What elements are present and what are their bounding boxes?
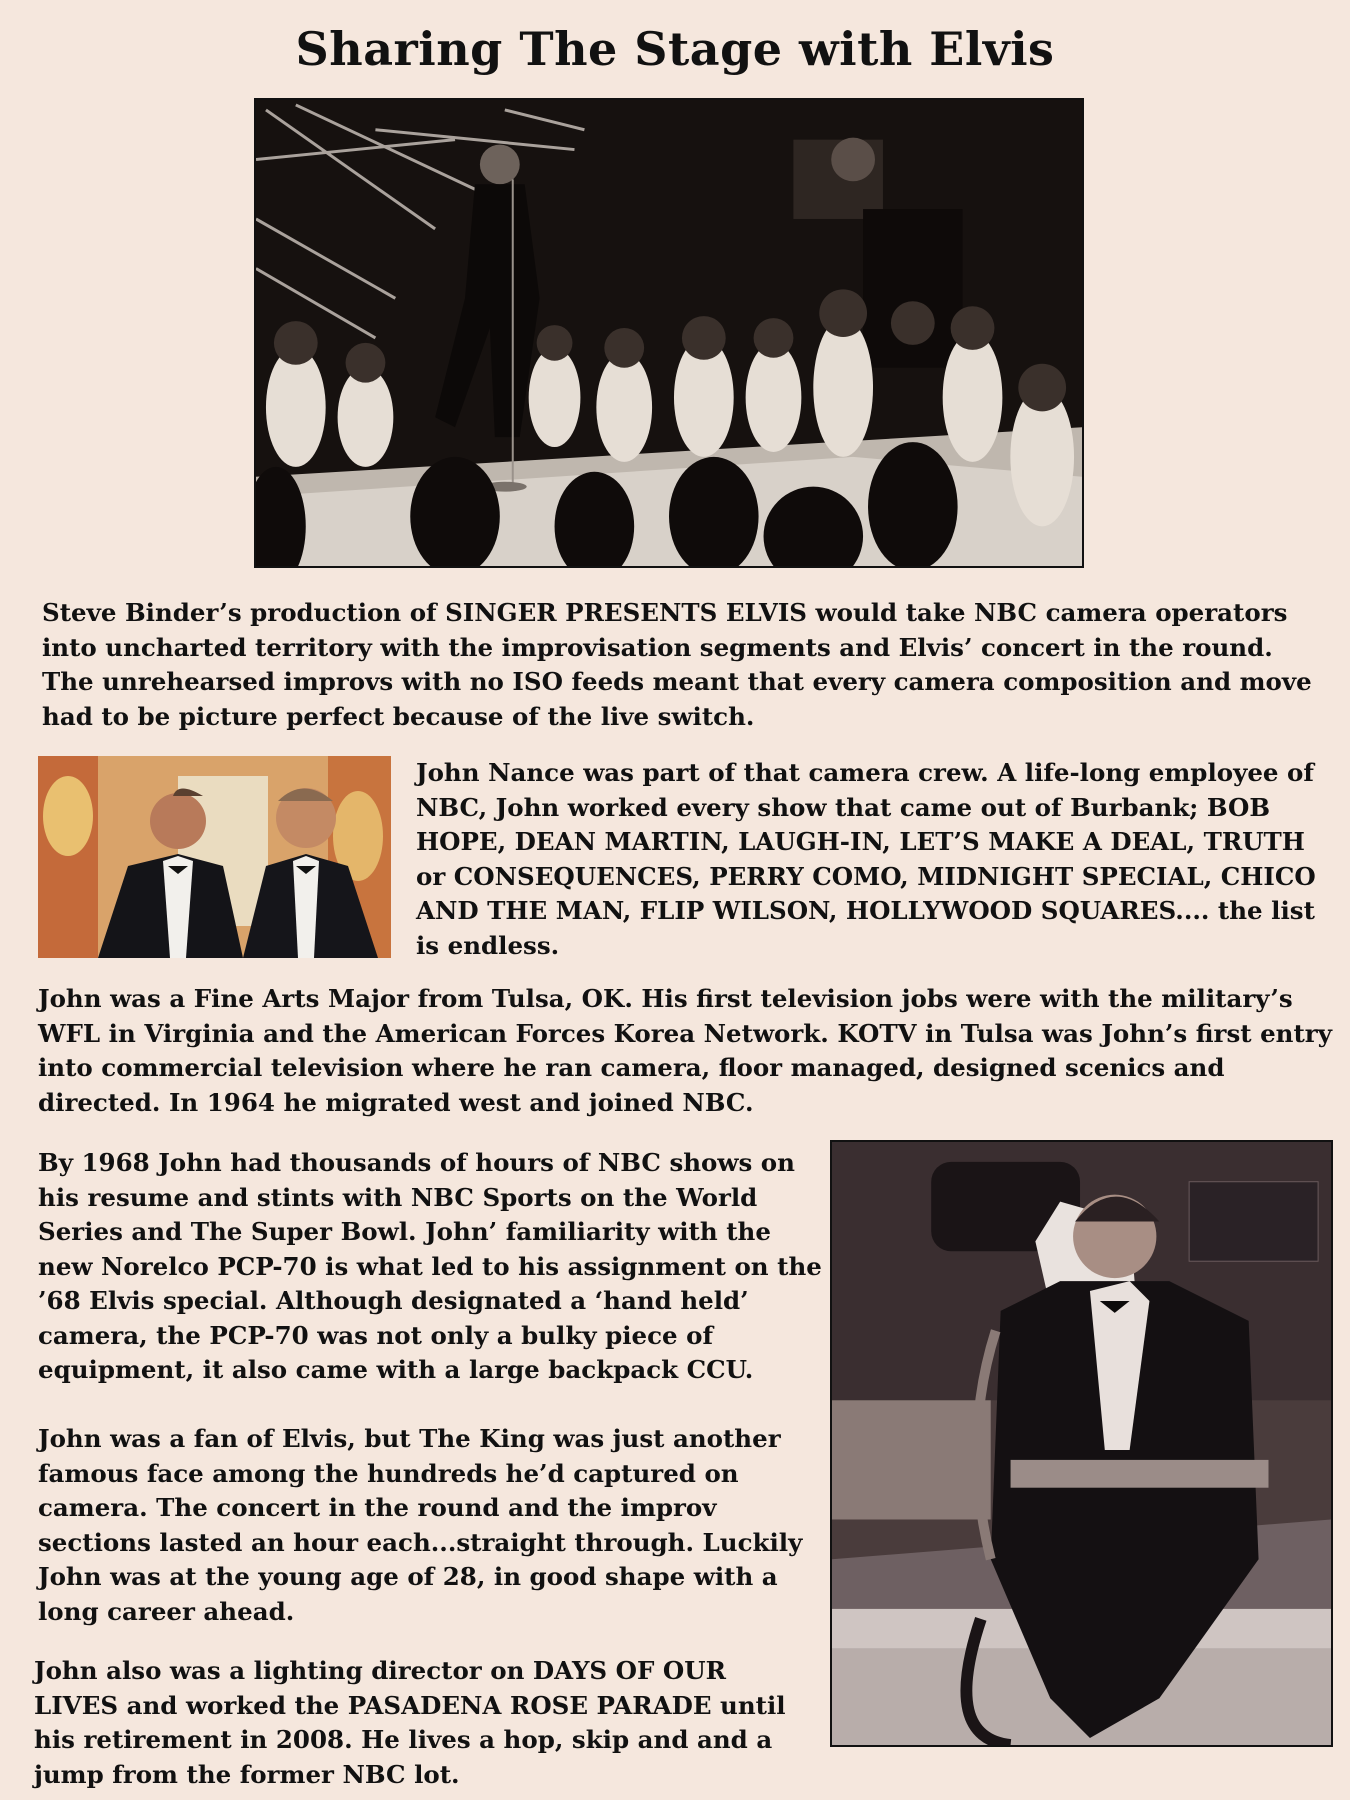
career-paragraph: By 1968 John had thousands of hours of NBC shows on his resume and stints with NBC Sports on the World Series and The Super Bowl. John’ familiarity with the new Norelco PCP-70 is what led to his assignment on the ’68 Elvis special. Although designated a ‘hand held’ camera, the PCP-70 was not only a bulky piece of equipment, it also came with a large backpack CCU. — [38, 1148, 822, 1384]
fan-paragraph: John was a fan of Elvis, but The King was just another famous face among the hundreds he’d captured on camera. The concert in the round and the improv sections lasted an hour each...straight through. Luckily John was at the young age of 28, in good shape with a long career ahead. — [38, 1424, 803, 1626]
background-paragraph: John was a Fine Arts Major from Tulsa, OK. His first television jobs were with the military’s WFL in Virginia and the American Forces Korea Network. KOTV in Tulsa was John’s first entry into commercial television where he ran camera, floor managed, designed scenics and directed. In 1964 he migrated west and joined NBC. — [38, 984, 1332, 1117]
tuxedo-hosts-photo — [38, 756, 391, 958]
intro-paragraph: Steve Binder’s production of SINGER PRESENTS ELVIS would take NBC camera operators into uncharted territory with the improvisation segments and Elvis’ concert in the round. The unrehearsed improvs with no ISO feeds meant that every camera composition and move had to be picture perfect because of the live switch. — [42, 598, 1312, 731]
page-title: Sharing The Stage with Elvis — [295, 22, 1055, 76]
camera-operator-photo — [830, 1140, 1333, 1747]
crew-paragraph: John Nance was part of that camera crew. A life-long employee of NBC, John worked every show that came out of Burbank; BOB HOPE, DEAN MARTIN, LAUGH-IN, LET’S MAKE A DEAL, TRUTH or CONSEQUENCES, PERRY COMO, MIDNIGHT SPECIAL, CHICO AND THE MAN, FLIP WILSON, HOLLYWOOD SQUARES.... the list is endless. — [416, 758, 1316, 960]
later-paragraph: John also was a lighting director on DAYS OF OUR LIVES and worked the PASADENA ROSE PARADE until his retirement in 2008. He lives a hop, skip and and a jump from the former NBC lot. — [34, 1656, 786, 1789]
elvis-stage-photo — [254, 98, 1084, 568]
